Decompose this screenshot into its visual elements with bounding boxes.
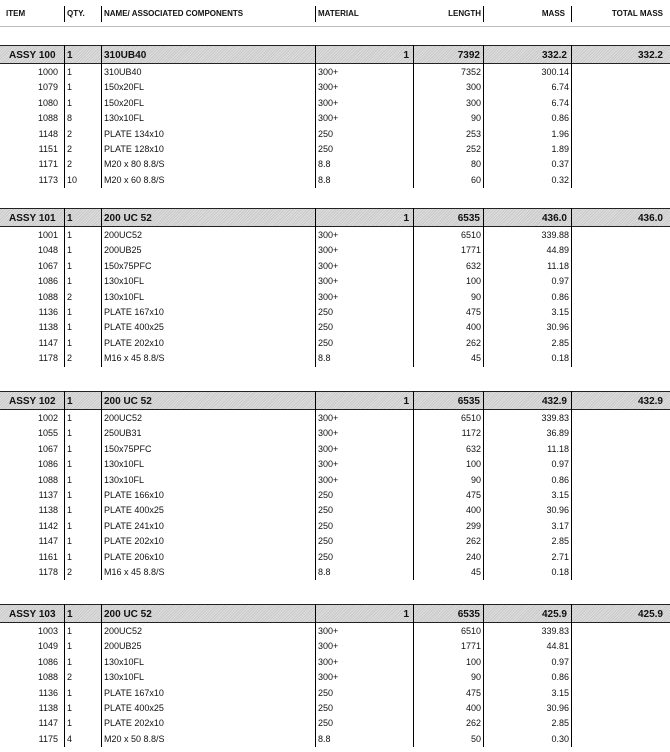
component-item: 1147 bbox=[38, 718, 58, 729]
component-item: 1148 bbox=[38, 128, 58, 139]
assembly-name: 200 UC 52 bbox=[104, 609, 152, 620]
component-length: 7352 bbox=[460, 67, 481, 77]
component-name: M16 x 45 8.8/S bbox=[104, 353, 165, 364]
component-material: 250 bbox=[318, 718, 334, 729]
component-length: 6510 bbox=[460, 230, 481, 240]
component-item: 1138 bbox=[38, 703, 58, 713]
column-divider bbox=[101, 6, 102, 22]
header-total-mass: TOTAL MASS bbox=[611, 9, 663, 18]
assembly-total-mass: 425.9 bbox=[637, 609, 663, 620]
component-item: 1136 bbox=[38, 687, 58, 698]
component-name: PLATE 134x10 bbox=[104, 128, 164, 139]
component-qty: 1 bbox=[67, 718, 73, 729]
component-mass: 2.71 bbox=[551, 551, 569, 562]
column-divider bbox=[483, 45, 484, 188]
component-name: 130x10FL bbox=[104, 291, 145, 302]
column-divider bbox=[101, 391, 102, 580]
column-divider bbox=[413, 604, 414, 747]
assembly-qty: 1 bbox=[67, 609, 73, 620]
component-length: 50 bbox=[470, 733, 481, 744]
component-item: 1086 bbox=[37, 459, 58, 470]
component-name: PLATE 202x10 bbox=[104, 337, 164, 348]
component-length: 632 bbox=[465, 260, 481, 271]
component-material: 250 bbox=[318, 128, 334, 139]
component-qty: 4 bbox=[67, 733, 73, 744]
component-name: M20 x 80 8.8/S bbox=[104, 159, 165, 170]
header-item: ITEM bbox=[6, 9, 26, 18]
component-name: 200UB25 bbox=[104, 245, 142, 256]
assembly-length: 6535 bbox=[457, 396, 480, 407]
component-item: 1161 bbox=[38, 551, 58, 562]
component-item: 1001 bbox=[37, 230, 58, 240]
component-qty: 2 bbox=[67, 672, 73, 683]
component-qty: 1 bbox=[67, 641, 73, 652]
component-qty: 1 bbox=[67, 459, 73, 470]
component-name: PLATE 206x10 bbox=[104, 551, 164, 562]
component-length: 90 bbox=[470, 672, 481, 683]
assembly-length: 6535 bbox=[457, 609, 480, 620]
component-mass: 1.89 bbox=[551, 144, 569, 154]
component-length: 1771 bbox=[460, 245, 481, 256]
component-material: 250 bbox=[318, 687, 334, 698]
component-name: 130x10FL bbox=[104, 276, 145, 287]
component-material: 300+ bbox=[318, 656, 339, 667]
column-divider bbox=[64, 45, 65, 188]
component-name: M20 x 50 8.8/S bbox=[104, 733, 165, 744]
component-item: 1137 bbox=[38, 490, 58, 500]
component-qty: 1 bbox=[67, 474, 73, 485]
component-length: 252 bbox=[465, 144, 481, 154]
component-name: 200UC52 bbox=[104, 230, 143, 240]
assembly-mass: 425.9 bbox=[541, 609, 567, 620]
component-qty: 1 bbox=[67, 413, 73, 423]
component-name: M16 x 45 8.8/S bbox=[104, 567, 165, 577]
assembly-name: 310UB40 bbox=[104, 50, 147, 61]
component-qty: 1 bbox=[67, 520, 73, 531]
column-divider bbox=[571, 6, 572, 22]
component-name: 150x20FL bbox=[104, 82, 145, 93]
component-item: 1067 bbox=[37, 443, 58, 454]
component-mass: 2.85 bbox=[551, 536, 569, 547]
component-item: 1086 bbox=[37, 656, 58, 667]
component-qty: 1 bbox=[67, 82, 73, 93]
component-mass: 300.14 bbox=[541, 67, 569, 77]
component-length: 400 bbox=[465, 703, 481, 713]
component-length: 400 bbox=[465, 322, 481, 333]
component-material: 250 bbox=[318, 551, 334, 562]
column-divider bbox=[315, 391, 316, 580]
component-mass: 3.17 bbox=[551, 520, 569, 531]
component-mass: 0.97 bbox=[551, 656, 569, 667]
component-item: 1147 bbox=[38, 337, 58, 348]
component-qty: 1 bbox=[67, 505, 73, 516]
column-divider bbox=[571, 604, 572, 747]
component-mass: 0.97 bbox=[551, 459, 569, 470]
component-material: 300+ bbox=[318, 245, 339, 256]
component-length: 632 bbox=[465, 443, 481, 454]
column-divider bbox=[413, 45, 414, 188]
component-mass: 3.15 bbox=[551, 307, 569, 317]
component-material: 250 bbox=[318, 337, 334, 348]
component-mass: 2.85 bbox=[551, 337, 569, 348]
component-mass: 0.86 bbox=[551, 113, 569, 124]
component-mass: 339.83 bbox=[541, 626, 569, 636]
component-item: 1151 bbox=[38, 144, 58, 154]
component-name: 310UB40 bbox=[104, 67, 142, 77]
component-qty: 1 bbox=[67, 230, 73, 240]
component-length: 100 bbox=[465, 459, 481, 470]
component-qty: 1 bbox=[67, 703, 73, 713]
component-name: PLATE 241x10 bbox=[104, 520, 164, 531]
column-divider bbox=[571, 391, 572, 580]
component-qty: 1 bbox=[67, 428, 73, 439]
component-material: 8.8 bbox=[318, 353, 331, 364]
component-qty: 1 bbox=[67, 97, 73, 108]
component-mass: 1.96 bbox=[551, 128, 569, 139]
column-divider bbox=[315, 604, 316, 747]
column-divider bbox=[315, 45, 316, 188]
component-length: 100 bbox=[465, 656, 481, 667]
component-item: 1171 bbox=[38, 159, 58, 170]
component-qty: 2 bbox=[67, 144, 73, 154]
column-divider bbox=[101, 208, 102, 367]
component-material: 250 bbox=[318, 505, 334, 516]
component-item: 1138 bbox=[38, 505, 58, 516]
component-length: 262 bbox=[465, 718, 481, 729]
assembly-item: ASSY 102 bbox=[9, 396, 56, 407]
column-divider bbox=[413, 208, 414, 367]
component-name: 130x10FL bbox=[104, 474, 145, 485]
component-mass: 11.18 bbox=[547, 260, 569, 271]
component-material: 300+ bbox=[318, 291, 339, 302]
component-material: 300+ bbox=[318, 474, 339, 485]
component-length: 6510 bbox=[460, 626, 481, 636]
component-qty: 1 bbox=[67, 656, 73, 667]
column-divider bbox=[571, 45, 572, 188]
component-qty: 2 bbox=[67, 291, 73, 302]
component-qty: 2 bbox=[67, 128, 73, 139]
component-length: 90 bbox=[470, 291, 481, 302]
component-mass: 0.30 bbox=[551, 733, 569, 744]
component-mass: 339.88 bbox=[541, 230, 569, 240]
component-item: 1088 bbox=[37, 291, 58, 302]
assembly-mass: 432.9 bbox=[541, 396, 567, 407]
component-length: 45 bbox=[470, 567, 481, 577]
component-material: 8.8 bbox=[318, 159, 331, 170]
component-item: 1002 bbox=[37, 413, 58, 423]
component-material: 8.8 bbox=[318, 733, 331, 744]
component-name: PLATE 400x25 bbox=[104, 703, 164, 713]
component-material: 300+ bbox=[318, 230, 339, 240]
assembly-material: 1 bbox=[403, 396, 409, 407]
assembly-qty: 1 bbox=[67, 213, 73, 224]
component-name: 130x10FL bbox=[104, 113, 145, 124]
component-length: 45 bbox=[470, 353, 481, 364]
component-length: 475 bbox=[465, 490, 481, 500]
component-name: PLATE 128x10 bbox=[104, 144, 164, 154]
component-qty: 10 bbox=[67, 174, 78, 185]
component-name: PLATE 202x10 bbox=[104, 718, 164, 729]
component-name: 200UC52 bbox=[104, 413, 143, 423]
component-length: 240 bbox=[465, 551, 481, 562]
component-material: 250 bbox=[318, 322, 334, 333]
component-length: 262 bbox=[465, 337, 481, 348]
component-mass: 44.81 bbox=[546, 641, 569, 652]
component-qty: 1 bbox=[67, 490, 73, 500]
component-name: PLATE 166x10 bbox=[104, 490, 164, 500]
header-mass: MASS bbox=[541, 9, 565, 18]
assembly-item: ASSY 100 bbox=[9, 50, 56, 61]
component-qty: 2 bbox=[67, 567, 73, 577]
header-qty: QTY. bbox=[67, 9, 85, 18]
assembly-qty: 1 bbox=[67, 50, 73, 61]
component-length: 6510 bbox=[460, 413, 481, 423]
component-mass: 6.74 bbox=[551, 97, 569, 108]
assembly-length: 7392 bbox=[457, 50, 480, 61]
header-material: MATERIAL bbox=[318, 9, 359, 18]
component-length: 400 bbox=[465, 505, 481, 516]
component-item: 1178 bbox=[38, 353, 58, 364]
component-material: 300+ bbox=[318, 276, 339, 287]
component-qty: 2 bbox=[67, 159, 73, 170]
component-item: 1138 bbox=[38, 322, 58, 333]
assembly-mass: 332.2 bbox=[541, 50, 567, 61]
component-mass: 44.89 bbox=[546, 245, 569, 256]
assembly-item: ASSY 101 bbox=[9, 213, 56, 224]
component-item: 1000 bbox=[37, 67, 58, 77]
component-qty: 1 bbox=[67, 307, 73, 317]
component-item: 1003 bbox=[37, 626, 58, 636]
component-item: 1136 bbox=[38, 307, 58, 317]
component-item: 1088 bbox=[37, 474, 58, 485]
component-name: PLATE 400x25 bbox=[104, 505, 164, 516]
component-item: 1175 bbox=[38, 733, 58, 744]
component-length: 300 bbox=[465, 82, 481, 93]
column-divider bbox=[64, 6, 65, 22]
column-divider bbox=[101, 45, 102, 188]
component-item: 1173 bbox=[38, 174, 58, 185]
component-material: 300+ bbox=[318, 626, 339, 636]
component-length: 253 bbox=[465, 128, 481, 139]
component-material: 300+ bbox=[318, 413, 339, 423]
column-divider bbox=[483, 6, 484, 22]
component-material: 300+ bbox=[318, 113, 339, 124]
component-material: 300+ bbox=[318, 459, 339, 470]
component-material: 300+ bbox=[318, 260, 339, 271]
assembly-item: ASSY 103 bbox=[9, 609, 56, 620]
component-name: 200UC52 bbox=[104, 626, 143, 636]
component-name: PLATE 167x10 bbox=[104, 687, 164, 698]
component-mass: 11.18 bbox=[547, 443, 569, 454]
assembly-material: 1 bbox=[403, 213, 409, 224]
component-qty: 1 bbox=[67, 337, 73, 348]
component-material: 300+ bbox=[318, 67, 339, 77]
component-mass: 0.86 bbox=[551, 474, 569, 485]
component-length: 262 bbox=[465, 536, 481, 547]
column-divider bbox=[413, 391, 414, 580]
component-name: 150x20FL bbox=[104, 97, 145, 108]
component-item: 1088 bbox=[37, 672, 58, 683]
component-length: 100 bbox=[465, 276, 481, 287]
component-qty: 1 bbox=[67, 276, 73, 287]
component-mass: 30.96 bbox=[546, 322, 569, 333]
column-divider bbox=[64, 391, 65, 580]
component-mass: 0.86 bbox=[551, 291, 569, 302]
component-mass: 30.96 bbox=[546, 703, 569, 713]
component-qty: 1 bbox=[67, 322, 73, 333]
assembly-qty: 1 bbox=[67, 396, 73, 407]
assembly-material: 1 bbox=[403, 609, 409, 620]
component-length: 299 bbox=[465, 520, 481, 531]
component-name: 200UB25 bbox=[104, 641, 142, 652]
component-mass: 3.15 bbox=[551, 687, 569, 698]
component-item: 1079 bbox=[37, 82, 58, 93]
component-item: 1055 bbox=[37, 428, 58, 439]
component-mass: 0.32 bbox=[551, 174, 569, 185]
column-divider bbox=[64, 208, 65, 367]
component-length: 300 bbox=[465, 97, 481, 108]
header-name: NAME/ ASSOCIATED COMPONENTS bbox=[104, 9, 244, 18]
component-length: 90 bbox=[470, 474, 481, 485]
component-qty: 1 bbox=[67, 536, 73, 547]
component-material: 250 bbox=[318, 703, 334, 713]
component-material: 300+ bbox=[318, 641, 339, 652]
component-qty: 1 bbox=[67, 260, 73, 271]
assembly-name: 200 UC 52 bbox=[104, 213, 152, 224]
component-mass: 0.37 bbox=[551, 159, 569, 170]
component-qty: 1 bbox=[67, 626, 73, 636]
component-qty: 1 bbox=[67, 245, 73, 256]
component-mass: 0.18 bbox=[551, 567, 569, 577]
component-mass: 0.18 bbox=[551, 353, 569, 364]
component-name: 130x10FL bbox=[104, 672, 145, 683]
column-divider bbox=[315, 208, 316, 367]
component-material: 250 bbox=[318, 490, 334, 500]
component-mass: 0.86 bbox=[551, 672, 569, 683]
assembly-material: 1 bbox=[403, 50, 409, 61]
component-mass: 30.96 bbox=[546, 505, 569, 516]
component-item: 1080 bbox=[37, 97, 58, 108]
component-length: 1771 bbox=[460, 641, 481, 652]
component-qty: 1 bbox=[67, 687, 73, 698]
component-name: M20 x 60 8.8/S bbox=[104, 174, 165, 185]
component-item: 1049 bbox=[37, 641, 58, 652]
assembly-length: 6535 bbox=[457, 213, 480, 224]
component-name: 150x75PFC bbox=[104, 260, 152, 271]
assembly-total-mass: 436.0 bbox=[637, 213, 663, 224]
component-material: 300+ bbox=[318, 672, 339, 683]
component-material: 250 bbox=[318, 536, 334, 547]
component-mass: 0.97 bbox=[551, 276, 569, 287]
component-length: 90 bbox=[470, 113, 481, 124]
assembly-mass: 436.0 bbox=[541, 213, 567, 224]
component-length: 475 bbox=[465, 687, 481, 698]
component-length: 475 bbox=[465, 307, 481, 317]
component-name: 250UB31 bbox=[104, 428, 142, 439]
column-divider bbox=[315, 6, 316, 22]
component-name: PLATE 400x25 bbox=[104, 322, 164, 333]
component-material: 300+ bbox=[318, 97, 339, 108]
column-divider bbox=[101, 604, 102, 747]
component-name: 130x10FL bbox=[104, 459, 145, 470]
header-length: LENGTH bbox=[448, 9, 481, 18]
component-mass: 6.74 bbox=[551, 82, 569, 93]
component-qty: 1 bbox=[67, 443, 73, 454]
component-item: 1088 bbox=[37, 113, 58, 124]
component-material: 300+ bbox=[318, 428, 339, 439]
component-name: 150x75PFC bbox=[104, 443, 152, 454]
component-name: PLATE 167x10 bbox=[104, 307, 164, 317]
assembly-name: 200 UC 52 bbox=[104, 396, 152, 407]
component-material: 8.8 bbox=[318, 567, 331, 577]
component-name: 130x10FL bbox=[104, 656, 145, 667]
component-mass: 3.15 bbox=[551, 490, 569, 500]
component-length: 80 bbox=[470, 159, 481, 170]
component-qty: 2 bbox=[67, 353, 73, 364]
component-material: 300+ bbox=[318, 443, 339, 454]
component-item: 1067 bbox=[37, 260, 58, 271]
component-qty: 1 bbox=[67, 67, 73, 77]
column-divider bbox=[483, 604, 484, 747]
header-divider bbox=[0, 26, 670, 27]
component-length: 60 bbox=[470, 174, 481, 185]
component-qty: 8 bbox=[67, 113, 73, 124]
component-material: 300+ bbox=[318, 82, 339, 93]
component-qty: 1 bbox=[67, 551, 73, 562]
component-mass: 36.89 bbox=[546, 428, 569, 439]
component-item: 1086 bbox=[37, 276, 58, 287]
component-material: 250 bbox=[318, 307, 334, 317]
component-material: 8.8 bbox=[318, 174, 331, 185]
component-item: 1048 bbox=[37, 245, 58, 256]
component-item: 1178 bbox=[38, 567, 58, 577]
column-divider bbox=[483, 391, 484, 580]
column-divider bbox=[64, 604, 65, 747]
component-item: 1147 bbox=[38, 536, 58, 547]
column-divider bbox=[483, 208, 484, 367]
component-item: 1142 bbox=[38, 520, 58, 531]
column-divider bbox=[571, 208, 572, 367]
component-material: 250 bbox=[318, 520, 334, 531]
component-length: 1172 bbox=[461, 428, 481, 439]
component-mass: 339.83 bbox=[541, 413, 569, 423]
component-material: 250 bbox=[318, 144, 334, 154]
component-name: PLATE 202x10 bbox=[104, 536, 164, 547]
assembly-total-mass: 432.9 bbox=[637, 396, 663, 407]
assembly-total-mass: 332.2 bbox=[637, 50, 663, 61]
component-mass: 2.85 bbox=[551, 718, 569, 729]
